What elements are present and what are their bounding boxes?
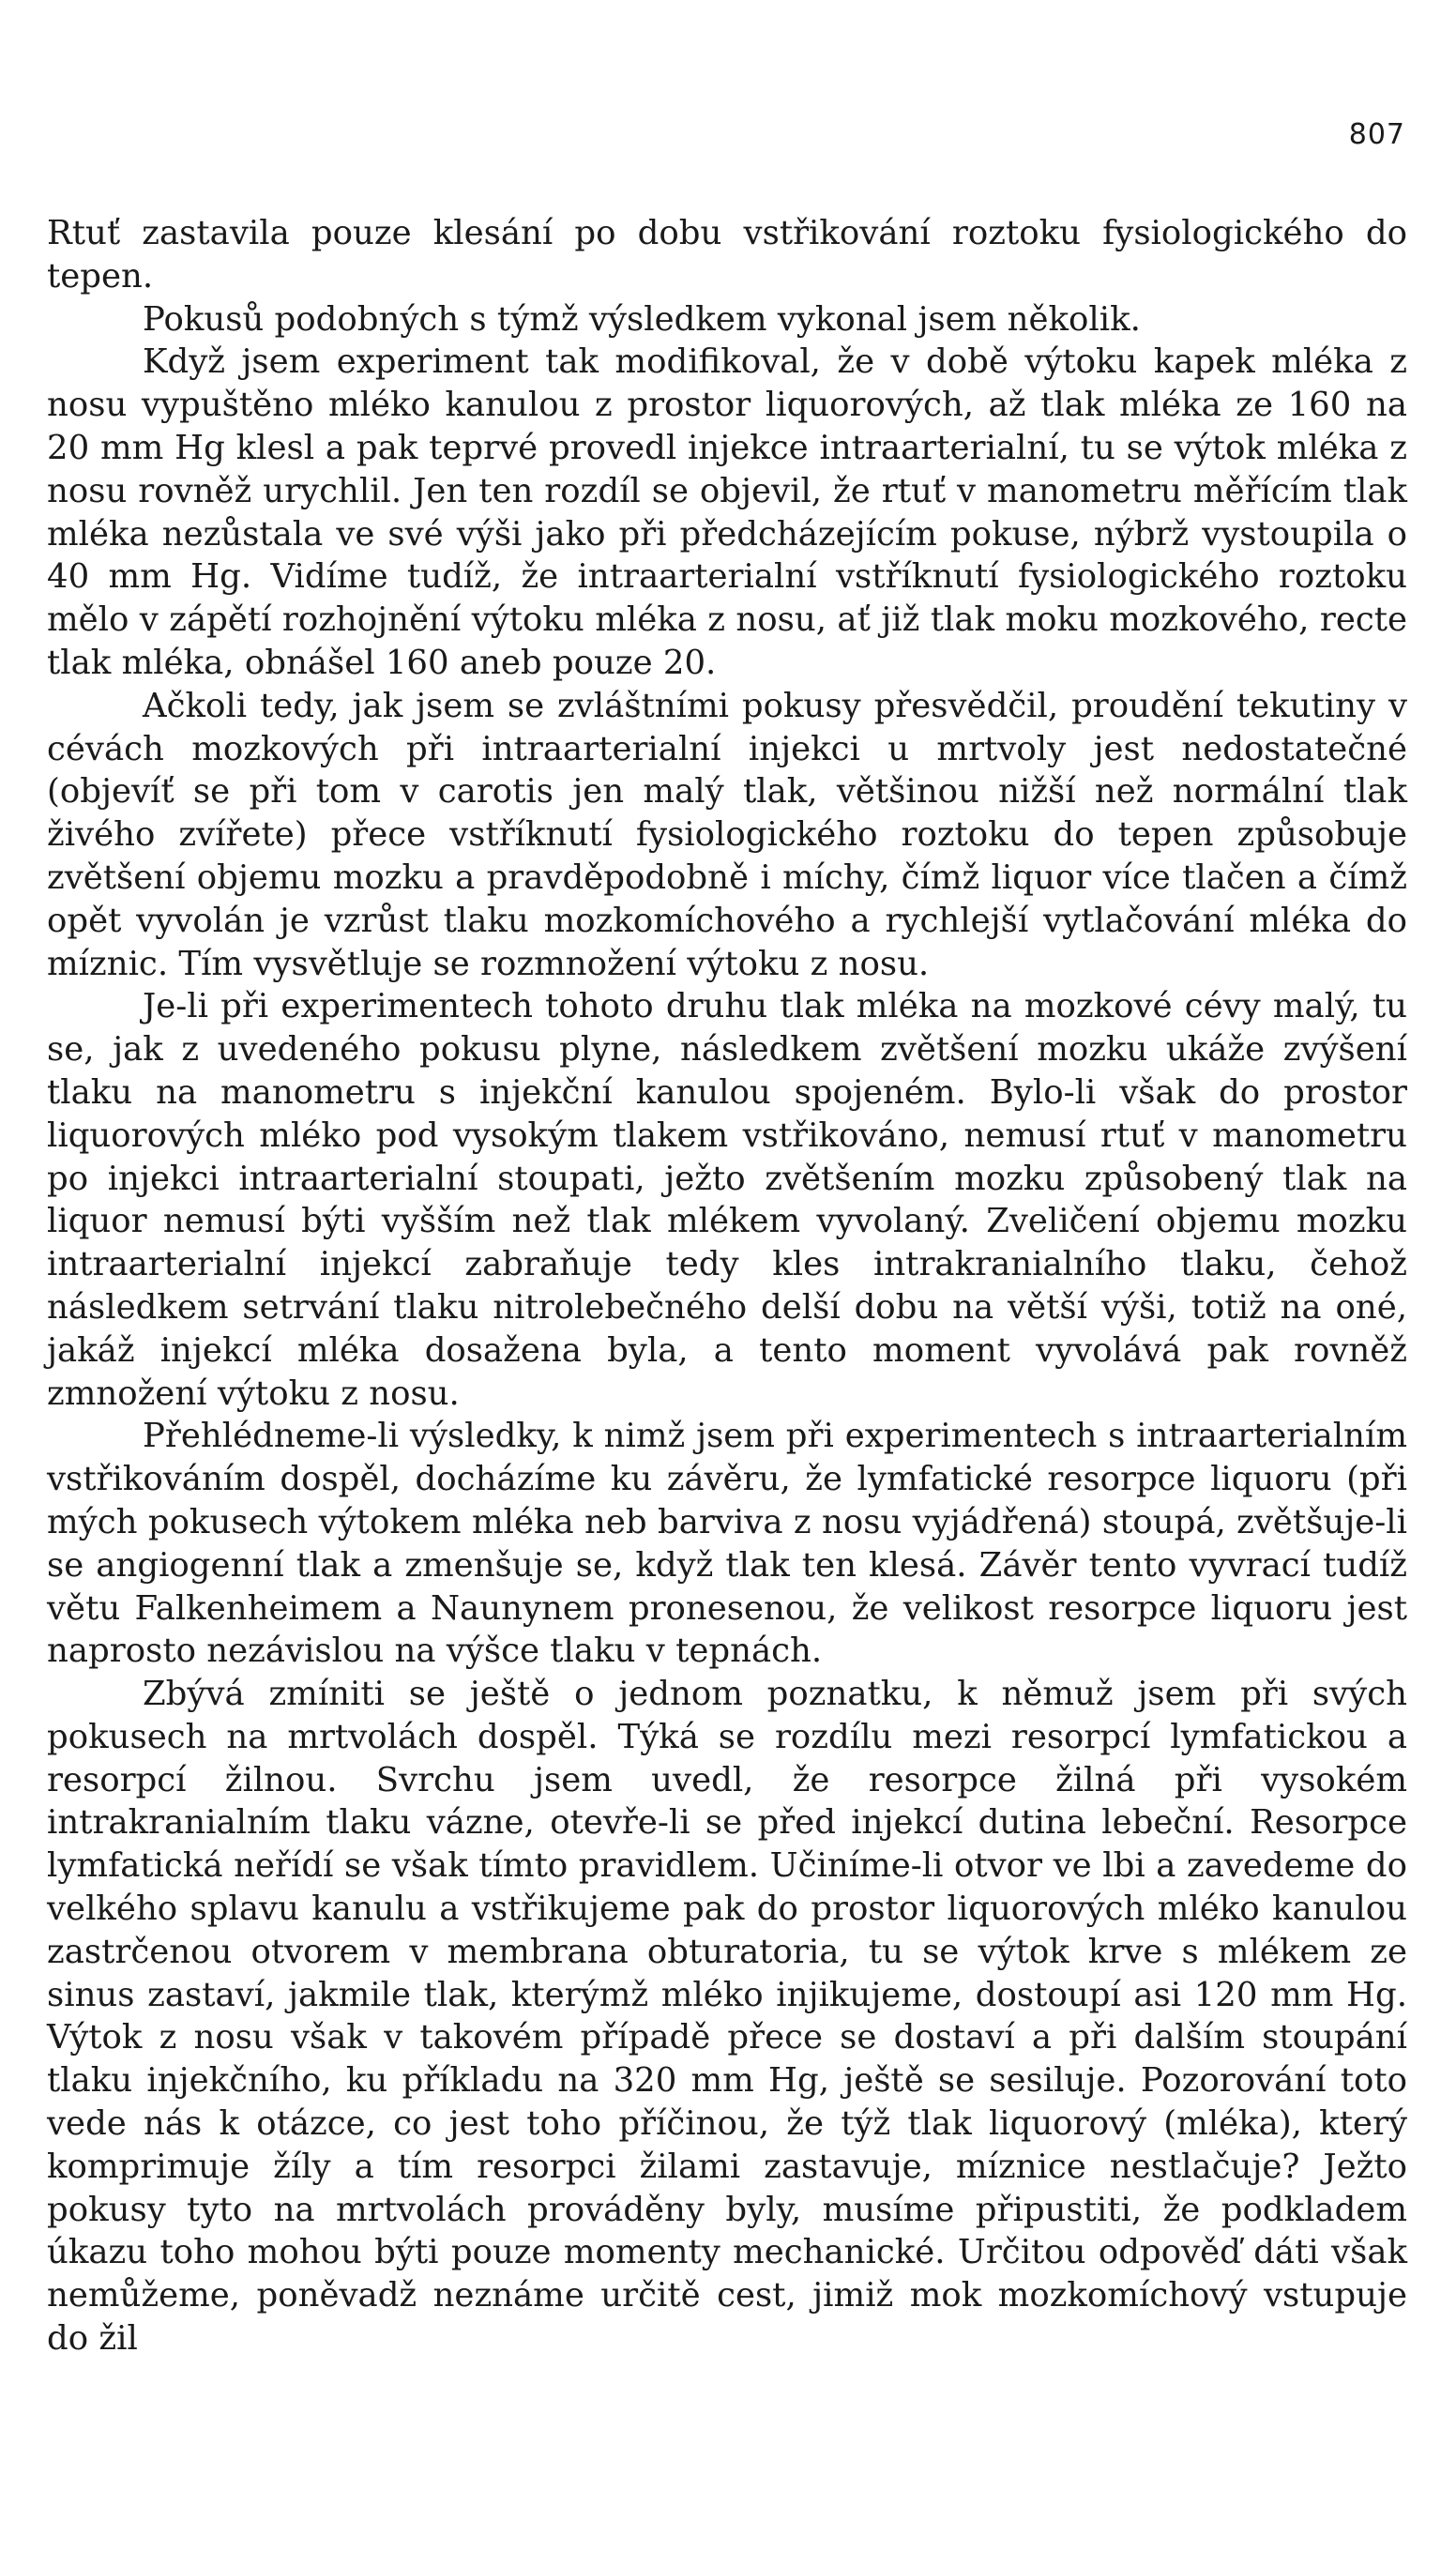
paragraph-1: Rtuť zastavila pouze klesání po dobu vstřikování roztoku fysiologického do tepen.	[47, 214, 1407, 296]
paragraph-4: Ačkoli tedy, jak jsem se zvláštními pokusy přesvědčil, proudění tekutiny v cévách mozkových při intraarterialní injekci u mrtvoly jest nedostatečné (objevíť se při tom v carotis jen malý tlak, většinou nižší než normální tlak živého zvířete) přece vstříknutí fysiologického roztoku do tepen způsobuje zvětšení objemu mozku a pravděpodobně i míchy, čímž liquor více tlačen a čímž opět vyvolán je vzrůst tlaku mozkomíchového a rychlejší vytlačování mléka do míznic. Tím vysvětluje se rozmnožení výtoku z nosu.	[47, 686, 1407, 983]
page-number: 807	[1348, 118, 1405, 151]
paragraph-3: Když jsem experiment tak modifikoval, že v době výtoku kapek mléka z nosu vypuštěno mléko kanulou z prostor liquorových, až tlak mléka ze 160 na 20 mm Hg klesl a pak teprvé provedl injekce intraarterialní, tu se výtok mléka z nosu rovněž urychlil. Jen ten rozdíl se objevil, že rtuť v manometru měřícím tlak mléka nezůstala ve své výši jako při předcházejícím pokuse, nýbrž vystoupila o 40 mm Hg. Vidíme tudíž, že intraarterialní vstříknutí fysiologického roztoku mělo v zápětí rozhojnění výtoku mléka z nosu, ať již tlak moku mozkového, recte tlak mléka, obnášel 160 aneb pouze 20.	[47, 342, 1407, 682]
body-text	[47, 212, 1407, 2360]
paragraph-7: Zbývá zmíniti se ještě o jednom poznatku, k němuž jsem při svých pokusech na mrtvolách dospěl. Týká se rozdílu mezi resorpcí lymfatickou a resorpcí žilnou. Svrchu jsem uvedl, že resorpce žilná při vysokém intrakranialním tlaku vázne, otevře-li se před injekcí dutina lebeční. Resorpce lymfatická neřídí se však tímto pravidlem. Učiníme-li otvor ve lbi a zavedeme do velkého splavu kanulu a vstřikujeme pak do prostor liquorových mléko kanulou zastrčenou otvorem v membrana obturatoria, tu se výtok krve s mlékem ze sinus zastaví, jakmile tlak, kterýmž mléko injikujeme, dostoupí asi 120 mm Hg. Výtok z nosu však v takovém případě přece se dostaví a při dalším stoupání tlaku injekčního, ku příkladu na 320 mm Hg, ještě se sesiluje. Pozorování toto vede nás k otázce, co jest toho příčinou, že týž tlak liquorový (mléka), který komprimuje žíly a tím resorpci žilami zastavuje, míznice nestlačuje? Ježto pokusy tyto na mrtvolách prováděny byly, musíme připustiti, že podkladem úkazu toho mohou býti pouze momenty mechanické. Určitou odpověď dáti však nemůžeme, poněvadž neznáme určitě cest, jimiž mok mozkomíchový vstupuje do žil	[47, 1675, 1407, 2359]
paragraph-5: Je-li při experimentech tohoto druhu tlak mléka na mozkové cévy malý, tu se, jak z uvedeného pokusu plyne, následkem zvětšení mozku ukáže zvýšení tlaku na manometru s injekční kanulou spojeném. Bylo-li však do prostor liquorových mléko pod vysokým tlakem vstřikováno, nemusí rtuť v manometru po injekci intraarterialní stoupati, ježto zvětšením mozku způsobený tlak na liquor nemusí býti vyšším než tlak mlékem vyvolaný. Zveličení objemu mozku intraarterialní injekcí zabraňuje tedy kles intrakranialního tlaku, čehož následkem setrvání tlaku nitrolebečného delší dobu na větší výši, totiž na oné, jakáž injekcí mléka dosažena byla, a tento moment vyvolává pak rovněž zmnožení výtoku z nosu.	[47, 987, 1407, 1413]
paragraph-2: Pokusů podobných s týmž výsledkem vykonal jsem několik.	[143, 299, 1141, 339]
paragraph-6: Přehlédneme-li výsledky, k nimž jsem při experimentech s intraarterialním vstřikováním dospěl, docházíme ku závěru, že lymfatické resorpce liquoru (při mých pokusech výtokem mléka neb barviva z nosu vyjádřená) stoupá, zvětšuje-li se angiogenní tlak a zmenšuje se, když tlak ten klesá. Závěr tento vyvrací tudíž větu Falkenheimem a Naunynem pronesenou, že velikost resorpce liquoru jest naprosto nezávislou na výšce tlaku v tepnách.	[47, 1417, 1407, 1671]
